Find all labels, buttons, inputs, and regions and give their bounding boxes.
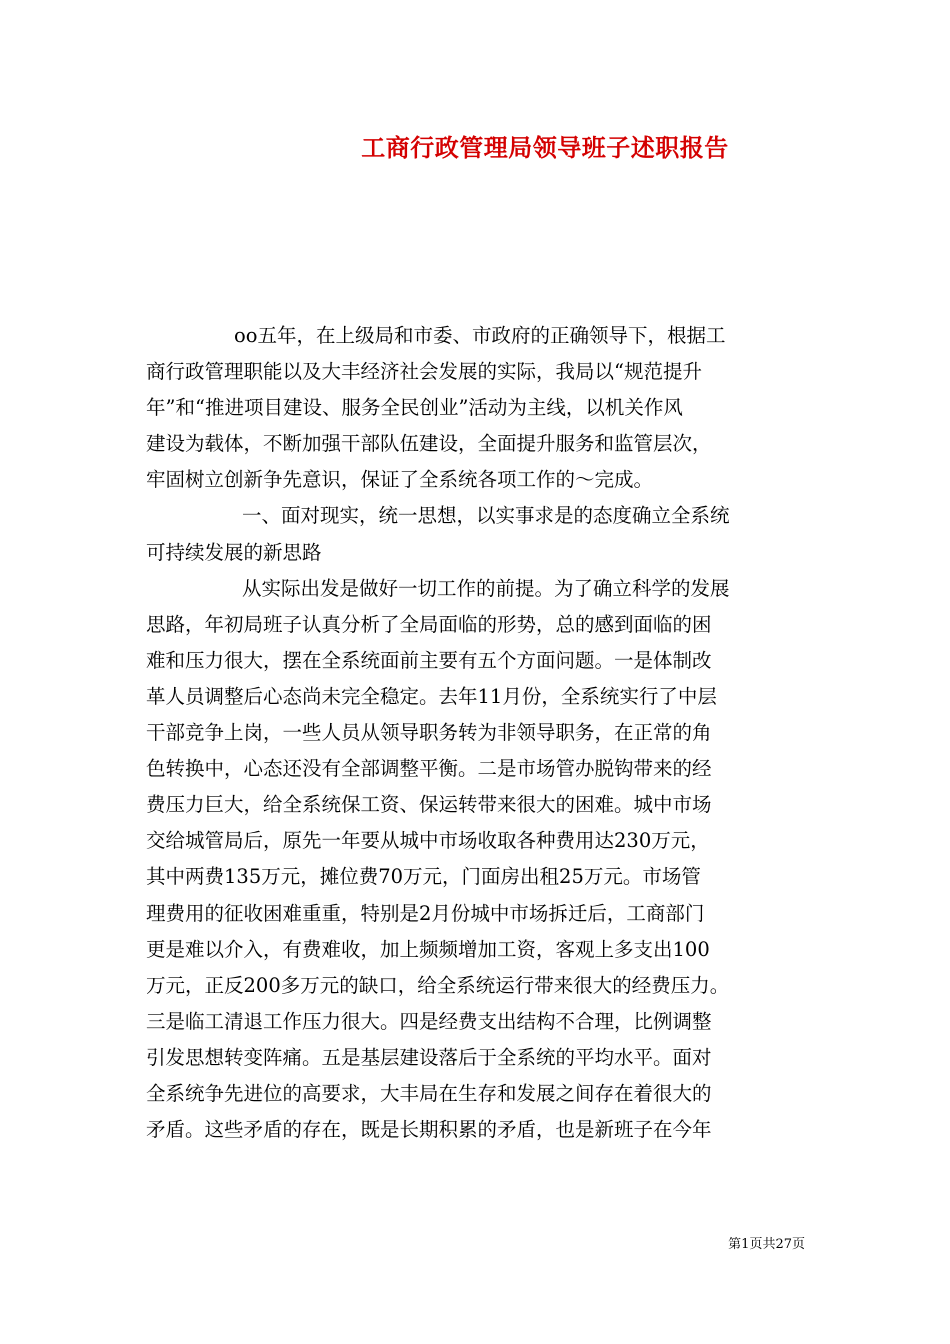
paragraph-line: 商行政管理职能以及大丰经济社会发展的实际，我局以“规范提升 <box>146 360 702 384</box>
paragraph-line: 更是难以介入，有费难收，加上频频增加工资，客观上多支出100 <box>146 937 710 961</box>
section-heading-line: 可持续发展的新思路 <box>146 540 322 564</box>
paragraph-line: 交给城管局后，原先一年要从城中市场收取各种费用达230万元， <box>146 829 710 853</box>
paragraph-line: 从实际出发是做好一切工作的前提。为了确立科学的发展 <box>242 576 730 600</box>
paragraph-line: 建设为载体，不断加强干部队伍建设，全面提升服务和监管层次， <box>146 432 712 456</box>
paragraph-line: 全系统争先进位的高要求，大丰局在生存和发展之间存在着很大的 <box>146 1081 712 1105</box>
paragraph-line: 万元，正反200多万元的缺口，给全系统运行带来很大的经费压力。 <box>146 973 730 997</box>
paragraph-line: 理费用的征收困难重重，特别是2月份城中市场拆迁后，工商部门 <box>146 901 705 925</box>
paragraph-line: 矛盾。这些矛盾的存在，既是长期积累的矛盾，也是新班子在今年 <box>146 1118 712 1142</box>
paragraph-line: 牢固树立创新争先意识，保证了全系统各项工作的～完成。 <box>146 468 654 492</box>
paragraph-line: 引发思想转变阵痛。五是基层建设落后于全系统的平均水平。面对 <box>146 1045 712 1069</box>
paragraph-line: 色转换中，心态还没有全部调整平衡。二是市场管办脱钩带来的经 <box>146 757 712 781</box>
paragraph-line: 年”和“推进项目建设、服务全民创业”活动为主线，以机关作风 <box>146 396 683 420</box>
paragraph-line: 其中两费135万元，摊位费70万元，门面房出租25万元。市场管 <box>146 865 701 889</box>
page-number: 第1页共27页 <box>728 1237 805 1252</box>
paragraph-line: 费压力巨大，给全系统保工资、保运转带来很大的困难。城中市场 <box>146 793 712 817</box>
section-heading-line: 一、面对现实，统一思想，以实事求是的态度确立全系统 <box>242 504 730 528</box>
paragraph-line: 干部竞争上岗，一些人员从领导职务转为非领导职务，在正常的角 <box>146 721 712 745</box>
page-title: 工商行政管理局领导班子述职报告 <box>361 133 729 162</box>
paragraph-line: 难和压力很大，摆在全系统面前主要有五个方面问题。一是体制改 <box>146 648 712 672</box>
paragraph-line: 三是临工清退工作压力很大。四是经费支出结构不合理，比例调整 <box>146 1009 712 1033</box>
report-body <box>146 318 810 1148</box>
paragraph-line: 革人员调整后心态尚未完全稳定。去年11月份，全系统实行了中层 <box>146 684 717 708</box>
paragraph-line: 思路，年初局班子认真分析了全局面临的形势，总的感到面临的困 <box>146 612 712 636</box>
paragraph-line: oo五年，在上级局和市委、市政府的正确领导下，根据工 <box>234 324 726 347</box>
